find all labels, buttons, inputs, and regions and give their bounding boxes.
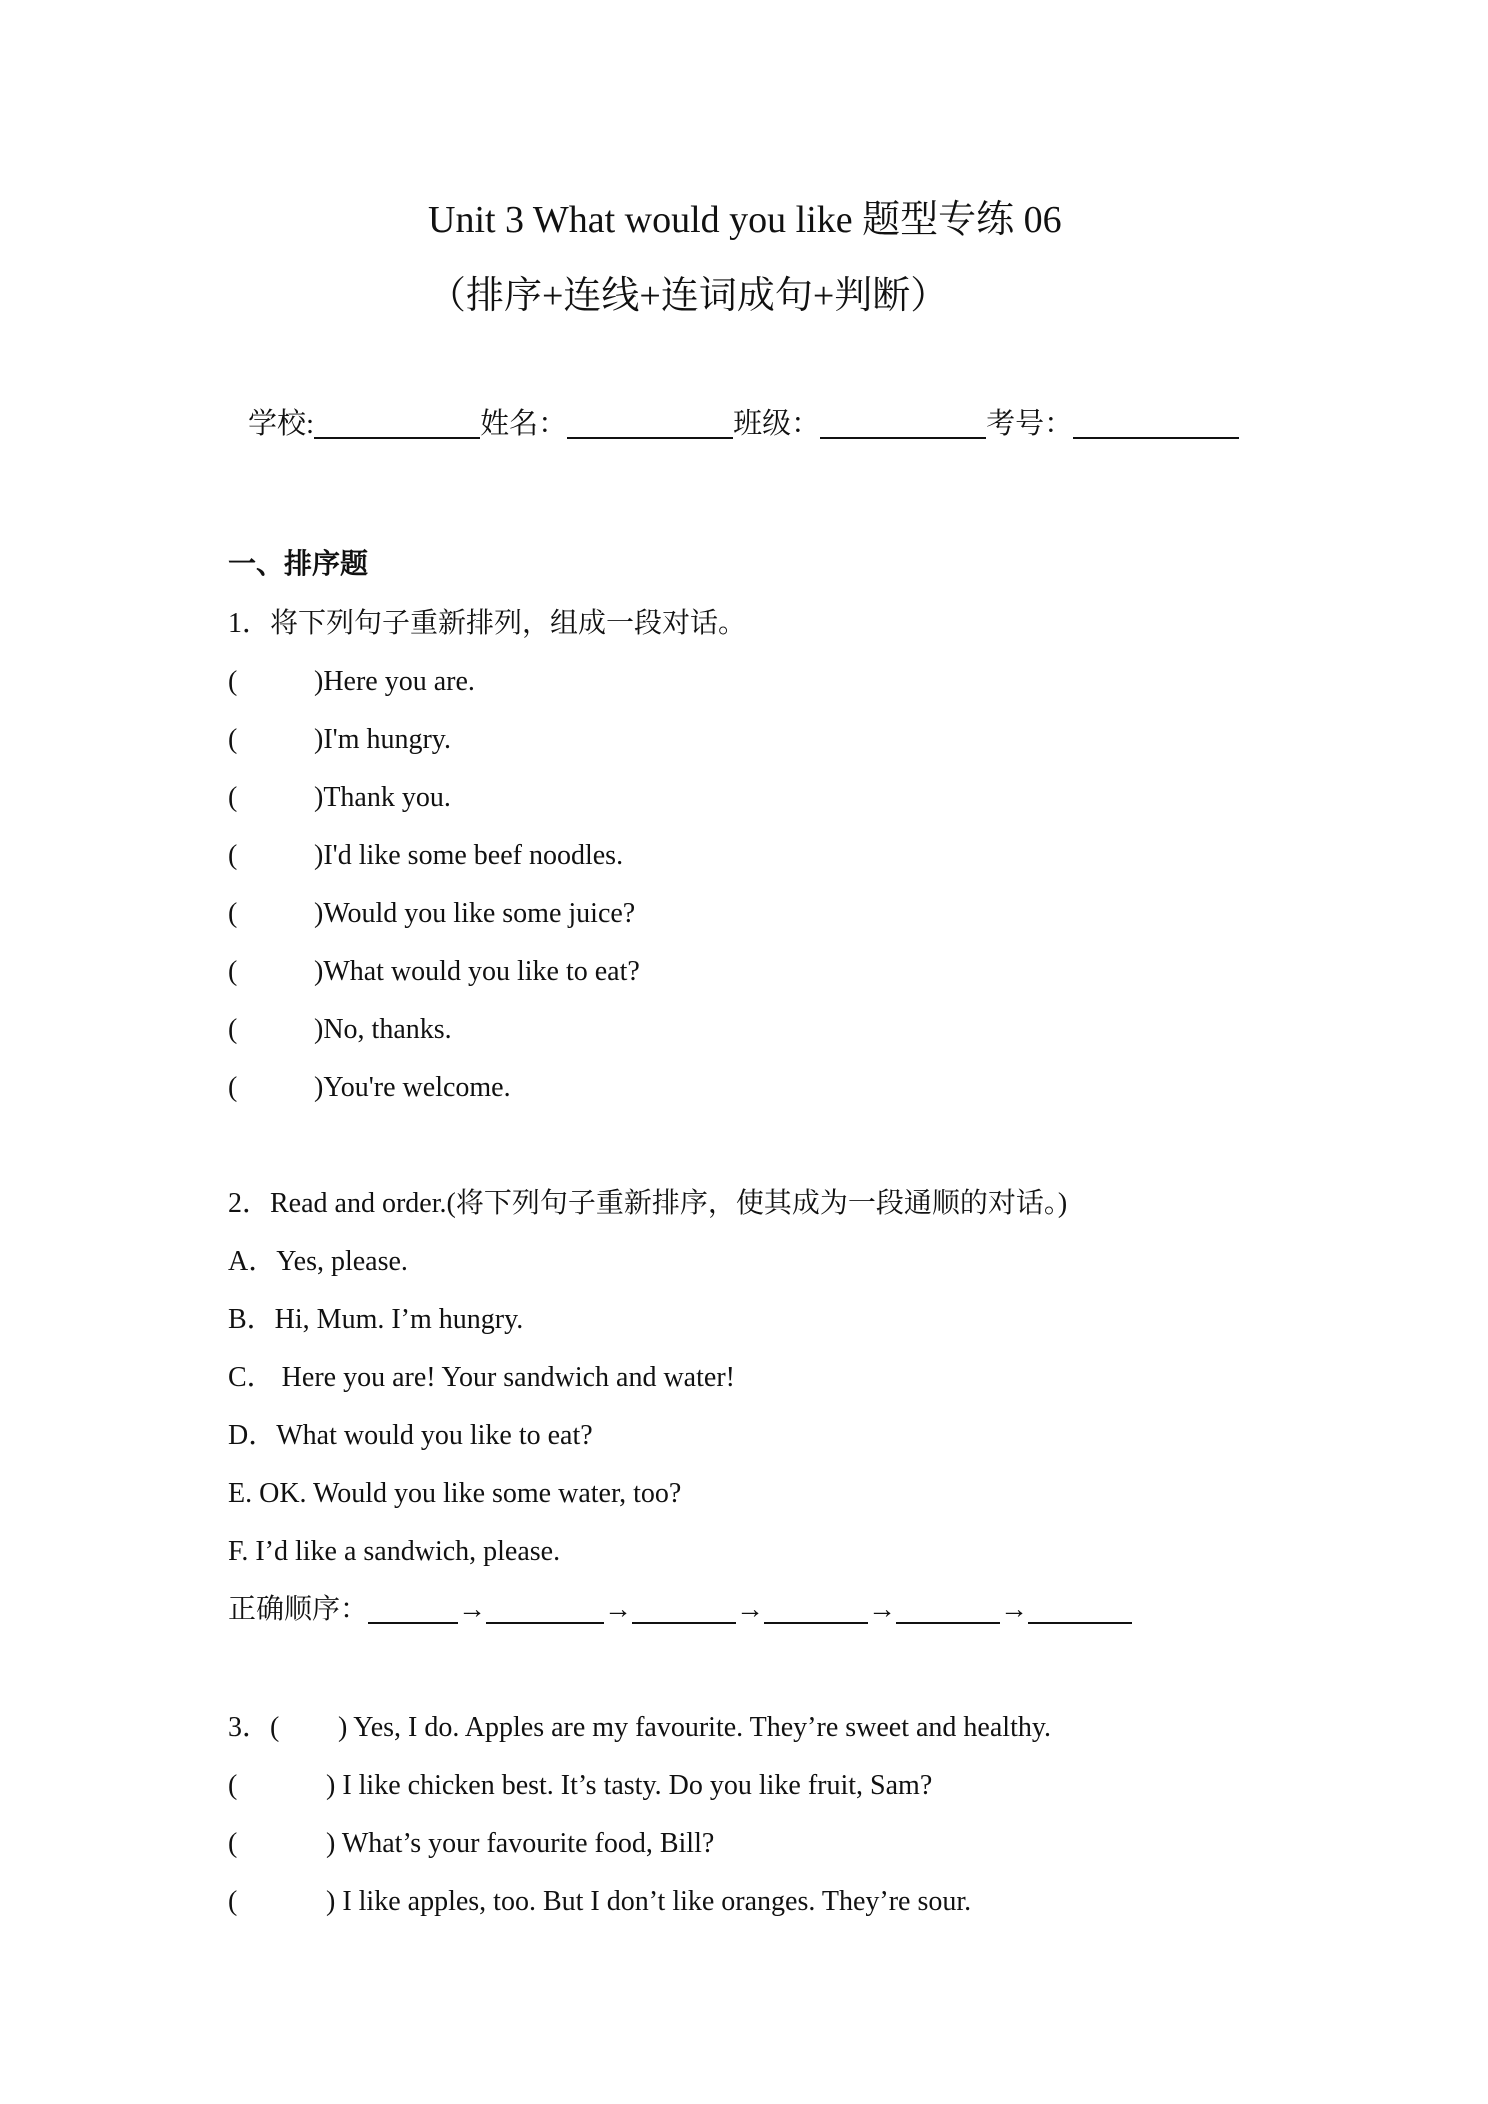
order-arrow: → — [458, 1594, 487, 1625]
q1-item-text: )Here you are. — [314, 666, 475, 697]
answer-paren[interactable]: ( — [228, 1886, 238, 1917]
q1-item-text: )No, thanks. — [314, 1014, 452, 1045]
q1-item — [228, 778, 451, 818]
q2-option-a: A．Yes, please. — [228, 1246, 408, 1277]
answer-paren[interactable]: ( — [228, 1828, 238, 1859]
answer-paren[interactable]: ( — [228, 840, 238, 871]
q1-item-text: )I'd like some beef noodles. — [314, 840, 624, 871]
answer-paren[interactable]: ( — [228, 1770, 238, 1801]
order-blank[interactable] — [896, 1594, 1000, 1624]
exam-no-label: 考号： — [986, 408, 1074, 440]
q3-item-text: ) Yes, I do. Apples are my favourite. They’re sweet and healthy. — [338, 1712, 1052, 1743]
q3-item-text: ) I like chicken best. It’s tasty. Do you like fruit, Sam? — [326, 1770, 933, 1801]
answer-paren[interactable]: ( — [228, 1014, 238, 1045]
q1-item-text: )Thank you. — [314, 782, 451, 813]
q2-option-f: F. I’d like a sandwich, please. — [228, 1536, 561, 1567]
class-label: 班级： — [733, 408, 821, 440]
q2-option-c: C． Here you are! Your sandwich and water! — [228, 1362, 735, 1393]
q1-item — [228, 952, 640, 992]
section-heading-ordering: 一、排序题 — [228, 547, 369, 580]
exam-no-blank[interactable] — [1073, 407, 1239, 439]
order-arrow: → — [1000, 1594, 1029, 1625]
q3-item-text: ) I like apples, too. But I don’t like oranges. They’re sour. — [326, 1886, 972, 1917]
order-blank[interactable] — [486, 1594, 604, 1624]
answer-paren[interactable]: ( — [228, 898, 238, 929]
q3-item — [228, 1766, 932, 1806]
order-label: 正确顺序： — [228, 1594, 369, 1625]
q1-prompt: 1．将下列句子重新排列，组成一段对话。 — [228, 608, 747, 639]
q1-item — [228, 662, 475, 702]
q1-item-text: )You're welcome. — [314, 1072, 511, 1103]
answer-paren[interactable]: ( — [228, 666, 238, 697]
q1-item-text: )What would you like to eat? — [314, 956, 640, 987]
student-info-row — [248, 404, 1239, 444]
order-arrow: → — [736, 1594, 765, 1625]
page-subtitle: （排序+连线+连词成句+判断） — [428, 275, 949, 317]
school-label: 学校: — [248, 408, 315, 440]
name-label: 姓名： — [480, 408, 568, 440]
answer-paren[interactable]: ( — [228, 1072, 238, 1103]
q1-item-text: )I'm hungry. — [314, 724, 451, 755]
q2-option-b: B．Hi, Mum. I’m hungry. — [228, 1304, 524, 1335]
q3-number-paren[interactable]: 3．( — [228, 1712, 280, 1743]
order-blank[interactable] — [632, 1594, 736, 1624]
class-blank[interactable] — [820, 407, 986, 439]
order-blank[interactable] — [1028, 1594, 1132, 1624]
q3-item — [228, 1882, 971, 1922]
q2-option-d: D．What would you like to eat? — [228, 1420, 593, 1451]
q2-option-e: E. OK. Would you like some water, too? — [228, 1478, 682, 1509]
order-blank[interactable] — [368, 1594, 458, 1624]
school-blank[interactable] — [314, 407, 480, 439]
answer-paren[interactable]: ( — [228, 956, 238, 987]
q3-item-text: ) What’s your favourite food, Bill? — [326, 1828, 715, 1859]
q1-item — [228, 894, 635, 934]
q1-item — [228, 720, 451, 760]
q2-prompt: 2．Read and order.(将下列句子重新排序，使其成为一段通顺的对话。) — [228, 1188, 1068, 1219]
page-title: Unit 3 What would you like 题型专练 06 — [428, 199, 1062, 241]
name-blank[interactable] — [567, 407, 733, 439]
q1-item — [228, 1010, 452, 1050]
q1-item — [228, 1068, 511, 1108]
q1-item — [228, 836, 623, 876]
answer-paren[interactable]: ( — [228, 724, 238, 755]
q3-item — [228, 1824, 714, 1864]
q2-order-row — [228, 1590, 1132, 1630]
order-blank[interactable] — [764, 1594, 868, 1624]
q1-item-text: )Would you like some juice? — [314, 898, 636, 929]
answer-paren[interactable]: ( — [228, 782, 238, 813]
order-arrow: → — [868, 1594, 897, 1625]
q3-item — [228, 1708, 1051, 1748]
order-arrow: → — [604, 1594, 633, 1625]
